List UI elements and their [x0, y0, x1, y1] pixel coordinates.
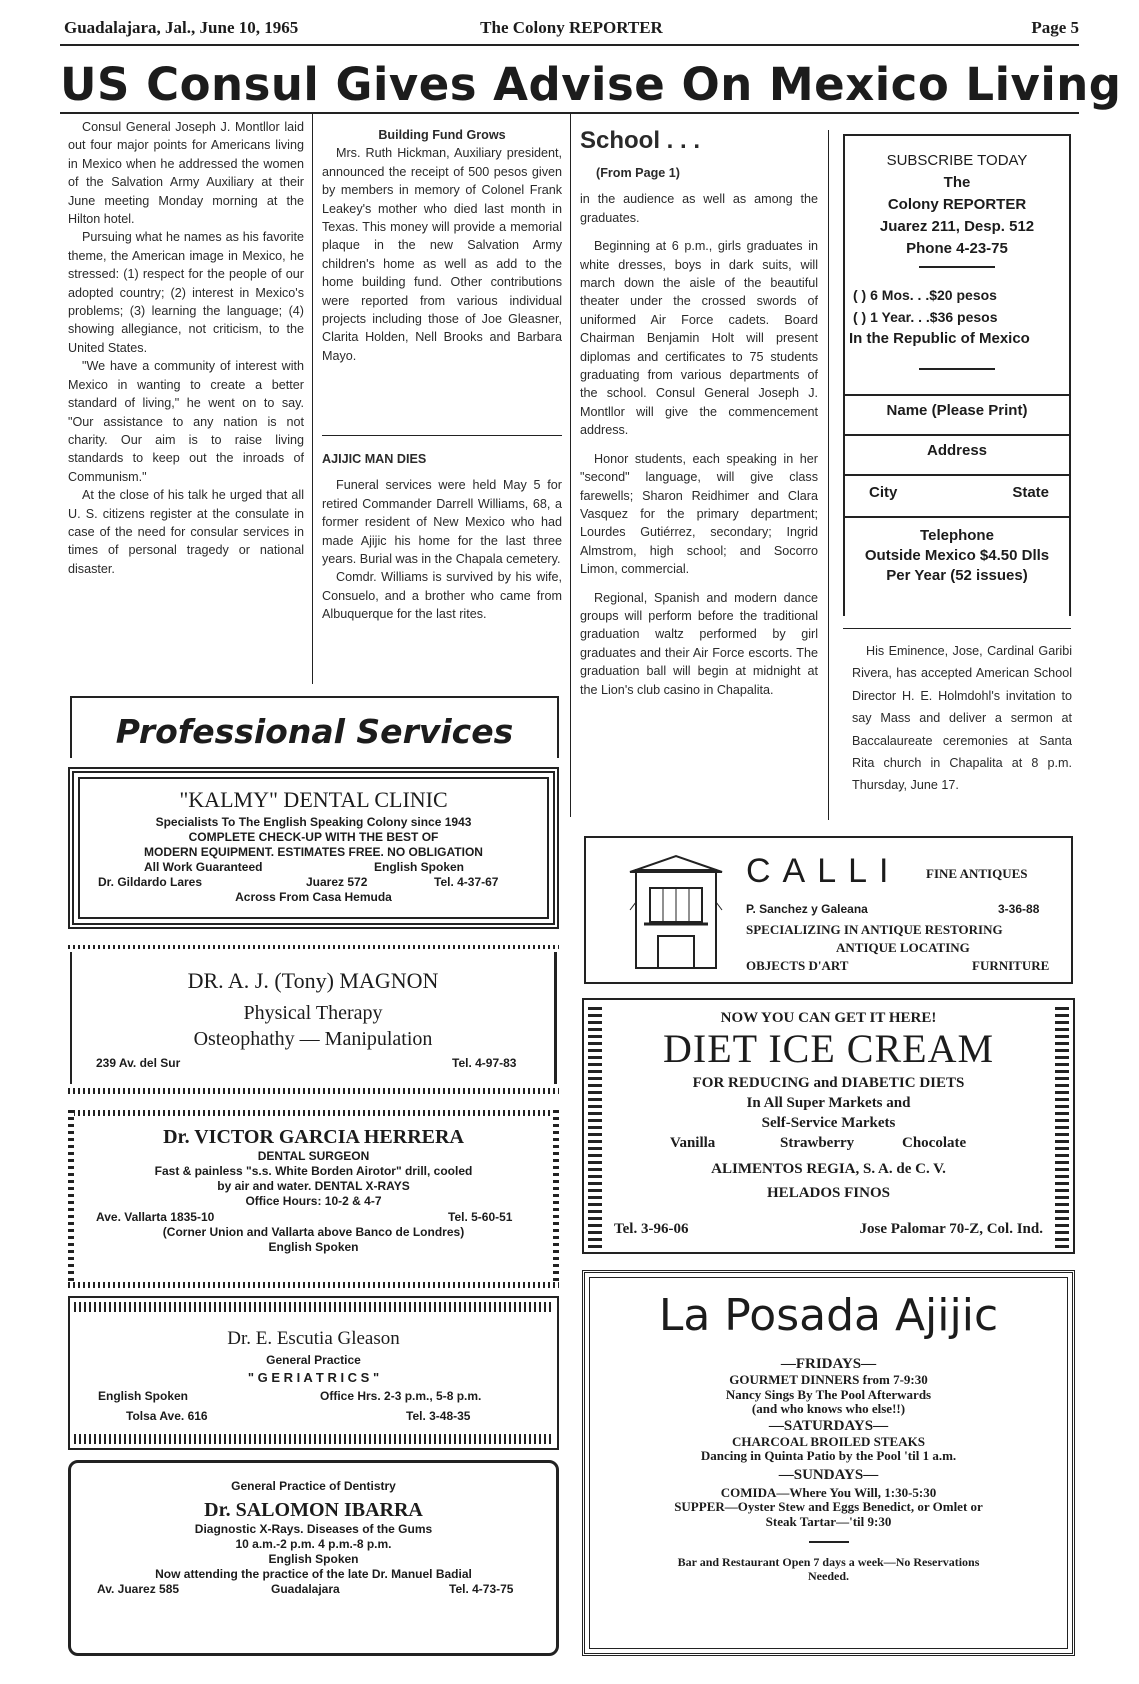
magnon-title: DR. A. J. (Tony) MAGNON [187, 968, 439, 993]
consul-paragraph: "We have a community of interest with Mexico in wanting to create a better standard of living," he went on to say. "Our assistance to any nation is not charity. Our aim is to raise living standards to keep out the inroads of Communism." [68, 359, 304, 484]
consul-paragraph: Pursuing what he names as his favorite theme, the American image in Mexico, he stressed: (1) respect for the people of our adopted country; (2) interest in Mexico's problems; (3) learning the language; (4) showing allegiance, not criticism, to the United States. [68, 230, 304, 355]
kalmy-line: COMPLETE CHECK-UP WITH THE BEST OF [188, 830, 439, 844]
decorative-border [68, 1110, 559, 1116]
icecream-line: In All Super Markets and [746, 1095, 911, 1111]
magnon-address: 239 Av. del Sur [96, 1056, 181, 1070]
article-divider [843, 628, 1071, 629]
school-article [580, 126, 818, 699]
column-divider [570, 112, 571, 817]
kalmy-doctor: Dr. Gildardo Lares [98, 875, 203, 889]
professional-services-title: Professional Services [115, 712, 514, 751]
ibarra-line: 10 a.m.-2 p.m. 4 p.m.-8 p.m. [235, 1537, 392, 1551]
subscribe-republic: In the Republic of Mexico [849, 330, 1030, 347]
consul-paragraph: At the close of his talk he urged that all U. S. citizens register at the consulate in case of the need for consular services in times of personal tragedy or national disaster. [68, 488, 304, 576]
cardinal-paragraph: His Eminence, Jose, Cardinal Garibi Rivera, has accepted American School Director H. E. Holmdohl's invitation to say Mass and deliver a sermon at Baccalaureate ceremonies at Santa Rita church in Chapalita at 8 p.m. Thursday, June 17. [852, 644, 1072, 793]
escutia-hours: Office Hrs. 2-3 p.m., 5-8 p.m. [320, 1389, 482, 1403]
kalmy-english: English Spoken [374, 860, 465, 874]
kalmy-line: MODERN EQUIPMENT. ESTIMATES FREE. NO OBLIGATION [144, 845, 483, 859]
decorative-border [68, 945, 559, 949]
kalmy-guarantee: All Work Guaranteed [144, 860, 263, 874]
calli-name: CALLI [746, 852, 901, 890]
icecream-title: DIET ICE CREAM [662, 1026, 995, 1071]
school-paragraph: in the audience as well as among the graduates. [580, 192, 818, 225]
ibarra-title: Dr. SALOMON IBARRA [204, 1499, 423, 1521]
school-paragraph: Beginning at 6 p.m., girls graduates in white dresses, boys in dark suits, will march down the aisle of the beautiful theater under the crossed swords of uniformed Air Force cadets. Board Chairman Benjamin Holt will present diplomas and certificates to 75 students graduating from various departments of the school. Consul General Joseph J. Montllor will give the commencement address. [580, 239, 818, 438]
subscribe-heading: SUBSCRIBE TODAY [886, 152, 1028, 169]
posada-fridays: —FRIDAYS— [780, 1356, 877, 1372]
ibarra-practice: General Practice of Dentistry [231, 1479, 396, 1493]
icecream-line: FOR REDUCING and DIABETIC DIETS [692, 1075, 965, 1091]
posada-line: GOURMET DINNERS from 7-9:30 [729, 1372, 928, 1387]
header-page-number: Page 5 [1031, 18, 1079, 37]
magnon-phone: Tel. 4-97-83 [452, 1056, 517, 1070]
icecream-top: NOW YOU CAN GET IT HERE! [720, 1010, 937, 1026]
icecream-brand: HELADOS FINOS [767, 1185, 890, 1201]
ibarra-ad [68, 1460, 559, 1656]
icecream-company: ALIMENTOS REGIA, S. A. de C. V. [711, 1161, 946, 1177]
posada-line: COMIDA—Where You Will, 1:30-5:30 [720, 1484, 937, 1500]
subscribe-state-field[interactable]: State [1012, 484, 1049, 501]
ibarra-line: Now attending the practice of the late Dr. Manuel Badial [155, 1567, 472, 1581]
consul-paragraph: Consul General Joseph J. Montllor laid out four major points for Americans living in Mexico when he addressed the women of the Salvation Army Auxiliary at their June meeting Monday morning at the Hilton hotel. [68, 120, 304, 227]
escutia-english: English Spoken [98, 1389, 189, 1403]
garcia-phone: Tel. 5-60-51 [448, 1210, 513, 1224]
posada-title: La Posada Ajijic [658, 1290, 999, 1341]
escutia-specialty: " G E R I A T R I C S " [247, 1370, 380, 1385]
posada-line: (and who knows who else!!) [751, 1401, 906, 1416]
escutia-phone: Tel. 3-48-35 [406, 1409, 471, 1423]
subscribe-city-field[interactable]: City [869, 484, 898, 501]
magnon-services: Osteophathy — Manipulation [193, 1028, 433, 1050]
consul-article [68, 118, 304, 578]
page-header [64, 18, 1079, 44]
subscribe-paper: Colony REPORTER [887, 196, 1027, 213]
calli-address: P. Sanchez y Galeana [746, 902, 868, 916]
calli-ad [584, 836, 1073, 984]
calli-furniture: FURNITURE [972, 958, 1050, 973]
posada-ad [582, 1270, 1075, 1656]
ajijic-paragraph: Comdr. Williams is survived by his wife, Consuelo, and a brother who came from Albuquerque for the last rites. [322, 570, 562, 622]
icecream-flavor: Strawberry [780, 1135, 855, 1151]
garcia-line: by air and water. DENTAL X-RAYS [217, 1179, 410, 1193]
icecream-address: Jose Palomar 70-Z, Col. Ind. [859, 1221, 1043, 1237]
posada-sundays: —SUNDAYS— [778, 1466, 879, 1483]
garcia-line: Office Hours: 10-2 & 4-7 [245, 1194, 382, 1208]
calli-phone: 3-36-88 [998, 902, 1040, 916]
escutia-address: Tolsa Ave. 616 [126, 1409, 208, 1423]
posada-line: CHARCOAL BROILED STEAKS [732, 1433, 925, 1449]
subscribe-phone: Phone 4-23-75 [906, 240, 1008, 257]
decorative-border [68, 1088, 559, 1094]
building-fund-paragraph: Mrs. Ruth Hickman, Auxiliary president, announced the receipt of 500 pesos given by members in memory of Colonel Frank Leakey's mother who died last month in Texas. This money will provide a memorial plaque in the new Salvation Army children's home as well as add to the home building fund. Other contributions were reported from various individual projects including those of Joe Gleasner, Clarita Holden, Nell Brooks and Barbara Mayo. [322, 146, 562, 363]
decorative-border [68, 1282, 559, 1288]
school-continued: (From Page 1) [596, 166, 680, 180]
subscribe-option-1yr[interactable]: ( ) 1 Year. . .$36 pesos [853, 309, 998, 325]
garcia-line: Fast & painless "s.s. White Borden Airotor" drill, cooled [154, 1164, 473, 1178]
kalmy-address: Juarez 572 [306, 875, 368, 889]
subscribe-the: The [943, 174, 971, 191]
ibarra-address: Av. Juarez 585 [97, 1582, 180, 1596]
professional-services-banner [70, 696, 559, 758]
building-fund-article [322, 126, 562, 365]
calli-tag: FINE ANTIQUES [926, 866, 1028, 881]
school-paragraph: Regional, Spanish and modern dance groups will perform before the traditional graduation waltz performed by girl graduates and their Air Force escorts. The graduation ball will begin at midnight at the Lion's club casino in Chapalita. [580, 590, 818, 697]
ibarra-line: Diagnostic X-Rays. Diseases of the Gums [194, 1522, 433, 1536]
article-divider [322, 435, 562, 436]
colonial-building-icon [626, 852, 726, 970]
garcia-line: English Spoken [268, 1240, 359, 1254]
garcia-line: (Corner Union and Vallarta above Banco de Londres) [162, 1225, 465, 1239]
kalmy-ad [68, 767, 559, 929]
subscribe-outside-price: Outside Mexico $4.50 Dlls [864, 547, 1050, 564]
building-fund-title: Building Fund Grows [378, 128, 506, 142]
header-paper-name: The Colony REPORTER [480, 18, 663, 37]
posada-footer: Bar and Restaurant Open 7 days a week—No Reservations [677, 1555, 980, 1569]
escutia-title: Dr. E. Escutia Gleason [227, 1328, 400, 1349]
icecream-phone: Tel. 3-96-06 [614, 1221, 689, 1237]
icecream-line: Self-Service Markets [761, 1115, 896, 1131]
ajijic-title: AJIJIC MAN DIES [322, 452, 427, 466]
subscribe-box [843, 134, 1071, 616]
column-divider [312, 112, 313, 684]
magnon-specialty: Physical Therapy [243, 1002, 383, 1024]
kalmy-phone: Tel. 4-37-67 [434, 875, 499, 889]
ajijic-paragraph: Funeral services were held May 5 for retired Commander Darrell Williams, 68, a former resident of New Mexico who had made Ajijic his home for the last three years. Burial was in the Chapala cemetery. [322, 478, 562, 567]
ajijic-article [322, 450, 562, 624]
escutia-ad [68, 1296, 559, 1450]
garcia-ad [78, 1118, 549, 1280]
subscribe-outside-issues: Per Year (52 issues) [886, 567, 1028, 584]
posada-line: Nancy Sings By The Pool Afterwards [725, 1386, 932, 1402]
header-rule [60, 44, 1079, 46]
icecream-flavor: Chocolate [902, 1135, 967, 1151]
icecream-flavor: Vanilla [670, 1135, 716, 1151]
calli-line: ANTIQUE LOCATING [836, 940, 970, 955]
subscribe-address: Juarez 211, Desp. 512 [879, 218, 1035, 235]
subscribe-telephone-field[interactable]: Telephone [920, 527, 994, 544]
kalmy-title: "KALMY" DENTAL CLINIC [179, 787, 448, 812]
headline: US Consul Gives Advise On Mexico Living [60, 58, 1122, 111]
posada-footer: Needed. [808, 1569, 849, 1583]
cardinal-note [852, 640, 1072, 797]
posada-line: SUPPER—Oyster Stew and Eggs Benedict, or Omlet or [674, 1499, 983, 1514]
column-divider [828, 130, 829, 820]
calli-objects: OBJECTS D'ART [746, 958, 849, 973]
posada-line: Dancing in Quinta Patio by the Pool 'til 1 a.m. [700, 1448, 957, 1463]
ibarra-phone: Tel. 4-73-75 [449, 1582, 514, 1596]
garcia-address: Ave. Vallarta 1835-10 [96, 1210, 215, 1224]
header-date: Guadalajara, Jal., June 10, 1965 [64, 18, 299, 37]
ibarra-line: English Spoken [268, 1552, 359, 1566]
garcia-line: DENTAL SURGEON [257, 1149, 370, 1163]
posada-saturdays: —SATURDAYS— [768, 1417, 889, 1434]
kalmy-line: Specialists To The English Speaking Colony since 1943 [155, 815, 472, 829]
subscribe-address-field[interactable]: Address [926, 442, 988, 459]
school-title: School . . . [580, 127, 701, 154]
ibarra-city: Guadalajara [271, 1582, 340, 1596]
magnon-ad [70, 952, 557, 1084]
escutia-practice: General Practice [266, 1353, 361, 1367]
school-paragraph: Honor students, each speaking in her "second" language, will give class farewells; Sharon Reidhimer and Clara Vasquez for the primary department; Lourdes Gutiérrez, secondary; Ingrid Almstrom, high school; and Socorro Limon, commercial. [580, 451, 818, 577]
kalmy-location: Across From Casa Hemuda [235, 890, 392, 904]
subscribe-option-6mo[interactable]: ( ) 6 Mos. . .$20 pesos [853, 287, 997, 303]
icecream-ad [582, 998, 1075, 1254]
decorative-border [553, 1110, 559, 1288]
decorative-border [68, 1110, 74, 1288]
subscribe-name-field[interactable]: Name (Please Print) [886, 402, 1028, 419]
calli-line: SPECIALIZING IN ANTIQUE RESTORING [746, 922, 1003, 937]
posada-line: Steak Tartar—'til 9:30 [765, 1513, 892, 1529]
garcia-title: Dr. VICTOR GARCIA HERRERA [163, 1126, 464, 1148]
